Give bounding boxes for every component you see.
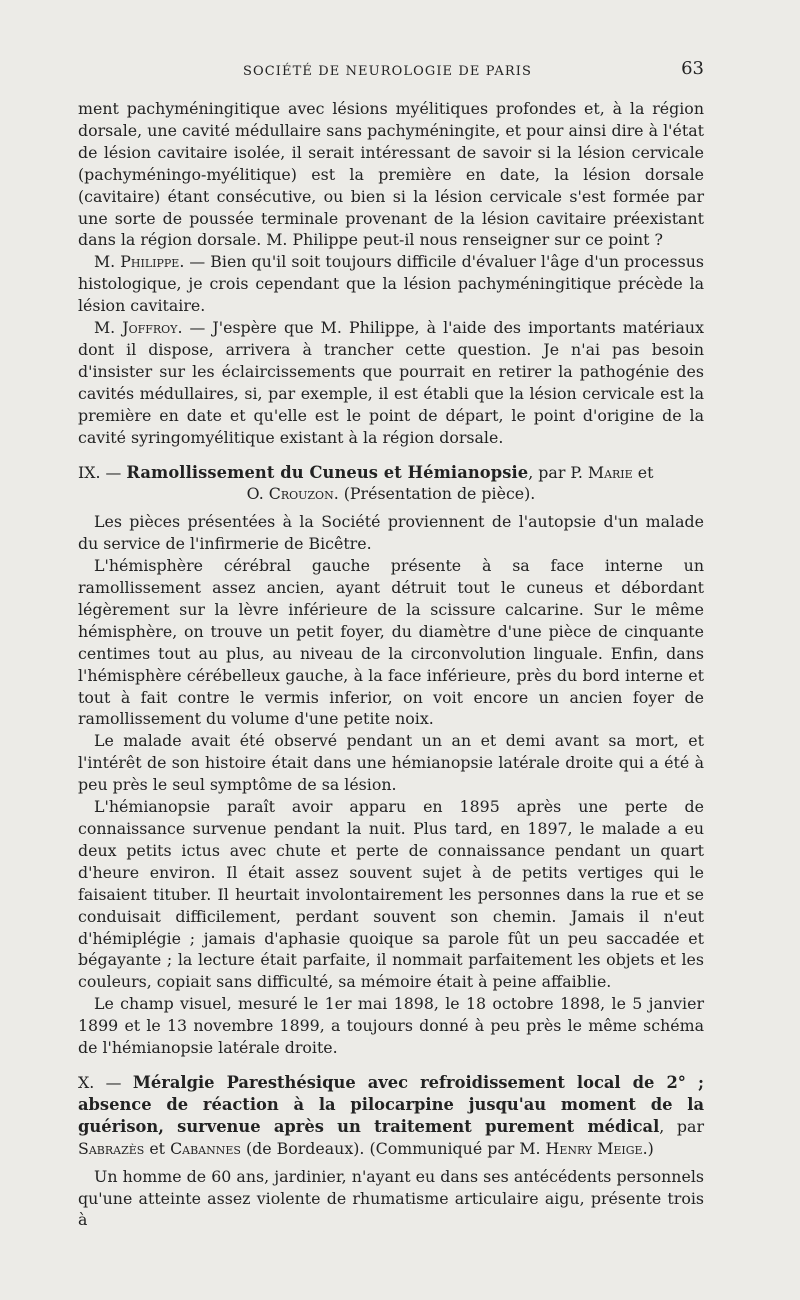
section-ix-author-2: Crouzon. — [268, 484, 339, 504]
paragraph-2-text: — Bien qu'il soit toujours difficile d'évaluer l'âge d'un processus histologique, je crois cependant que la lésion pachyméningitique précède la lésion cavitaire. — [78, 252, 704, 316]
paragraph-3-text: — J'espère que M. Philippe, à l'aide des importants matériaux dont il dispose, arrivera à trancher cette question. Je n'ai pas besoin d'insister sur les éclaircissements que pourrait en retirer la pathogénie des cavités médullaires, si, par exemple, il est établi que la lésion cervicale est la première en date et qu'elle est le point de départ, le point d'origine de la cavité syringomyélitique existant à la région dorsale. — [78, 318, 704, 447]
running-head — [78, 58, 704, 84]
section-x-author-2: Cabannes — [170, 1138, 241, 1158]
section-ix-between: et — [637, 462, 654, 482]
section-x-between: et — [149, 1138, 166, 1158]
section-ix-byline — [78, 483, 704, 505]
section-ix-paragraph-4: L'hémianopsie paraît avoir apparu en 1895 après une perte de connaissance survenue pendant la nuit. Plus tard, en 1897, le malade a eu deux petits ictus avec chute et perte de connaissance pendant un quart d'heure environ. Il était assez souvent sujet à de petits vertiges qui le faisaient tituber. Il heurtait involontairement les personnes dans la rue et se conduisait difficilement, perdant souvent son chemin. Jamais il n'eut d'hémiplégie ; jamais d'aphasie quoique sa parole fût un peu saccadée et bégayante ; la lecture était parfaite, il nommait parfaitement les objets et les couleurs, copiait sans difficulté, sa mémoire était à peine affaiblie. — [78, 797, 704, 992]
section-x-heading — [78, 1072, 704, 1160]
speaker-philippe: M. Philippe. — [94, 252, 185, 272]
section-ix-author-2-initial: O. — [246, 484, 264, 504]
section-x-byline-prefix: , par — [659, 1116, 705, 1136]
section-ix-title: Ramollissement du Cuneus et Hémianopsie — [126, 462, 529, 482]
section-ix-paragraph-1: Les pièces présentées à la Société proviennent de l'autopsie d'un malade du service de l'infirmerie de Bicêtre. — [78, 512, 704, 554]
page-number: 63 — [681, 58, 704, 79]
section-ix-number: IX. — — [78, 462, 122, 482]
section-ix-byline-suffix: (Présentation de pièce). — [343, 484, 536, 504]
section-ix-byline-prefix: , par P. — [528, 462, 583, 482]
page-content — [78, 98, 704, 1231]
section-x — [78, 1072, 704, 1231]
paragraph-2 — [78, 251, 704, 317]
paragraph-1: ment pachyméningitique avec lésions myélitiques profondes et, à la région dorsale, une cavité médullaire sans pachyméningite, et pour ainsi dire à l'état de lésion cavitaire isolée, il serait intéressant de savoir si la lésion cervicale (pachyméningo-myélitique) est la première en date, la lésion dorsale (cavitaire) étant consécutive, ou bien si la lésion cervicale s'est formée par une sorte de poussée terminale provenant de la lésion cavitaire préexistant dans la région dorsale. M. Philippe peut-il nous renseigner sur ce point ? — [78, 99, 704, 250]
section-ix-paragraph-2: L'hémisphère cérébral gauche présente à sa face interne un ramollissement assez ancien, ayant détruit tout le cuneus et débordant légèrement sur la lèvre inférieure de la scissure calcarine. Sur le même hémisphère, on trouve un petit foyer, du diamètre d'une pièce de cinquante centimes tout au plus, au niveau de la circonvolution linguale. Enfin, dans l'hémisphère cérébelleux gauche, à la face inférieure, près du bord interne et tout à fait contre le vermis inferior, on voit encore un ancien foyer de ramollissement du volume d'une petite noix. — [78, 556, 704, 729]
section-x-number: X. — — [78, 1072, 122, 1092]
section-ix — [78, 462, 704, 1059]
header-title: SOCIÉTÉ DE NEUROLOGIE DE PARIS — [243, 64, 532, 79]
section-ix-paragraph-5: Le champ visuel, mesuré le 1er mai 1898, le 18 octobre 1898, le 5 janvier 1899 et le 13 novembre 1899, a toujours donné à peu près le même schéma de l'hémianopsie latérale droite. — [78, 994, 704, 1058]
section-x-title: Méralgie Paresthésique avec refroidissement local de 2° ; absence de réaction à la pilocarpine jusqu'au moment de la guérison, survenue après un traitement purement médical — [78, 1072, 704, 1136]
section-x-end: ) — [647, 1138, 654, 1158]
section-ix-author-1: Marie — [587, 462, 633, 482]
paragraph-3 — [78, 317, 704, 448]
section-ix-paragraph-3: Le malade avait été observé pendant un an et demi avant sa mort, et l'intérêt de son histoire était dans une hémianopsie latérale droite qui a été à peu près le seul symptôme de sa lésion. — [78, 731, 704, 795]
speaker-joffroy: M. Joffroy. — [94, 318, 183, 338]
section-x-location: (de Bordeaux). (Communiqué par M. — [240, 1138, 541, 1158]
section-ix-heading — [78, 462, 704, 484]
section-x-author-1: Sabrazès — [78, 1138, 145, 1158]
section-x-communicator: Henry Meige. — [545, 1138, 648, 1158]
section-x-paragraph-1: Un homme de 60 ans, jardinier, n'ayant eu dans ses antécédents personnels qu'une atteinte assez violente de rhumatisme articulaire aigu, présente trois à — [78, 1166, 704, 1230]
